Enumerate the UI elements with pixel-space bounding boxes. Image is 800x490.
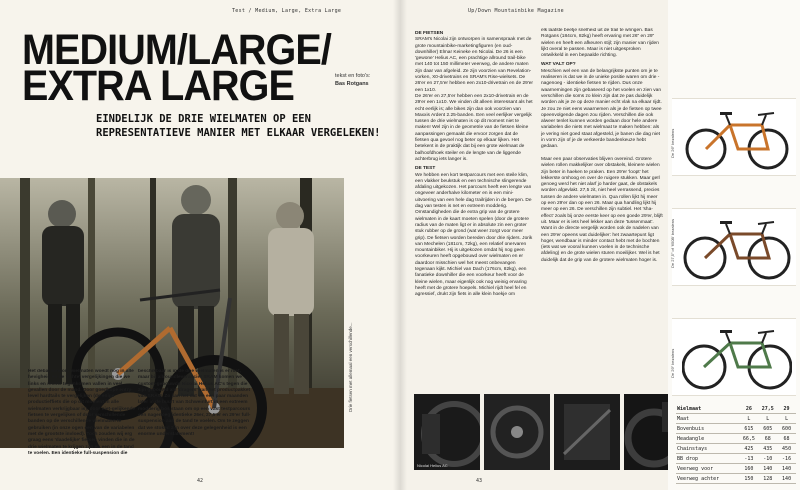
section-heading-valt-op: WAT VALT OP? bbox=[541, 62, 576, 68]
spec-value: 435 bbox=[758, 444, 777, 454]
detail-photo-1 bbox=[414, 394, 480, 470]
spec-value: 68 bbox=[758, 434, 777, 444]
bike-card-27-5 bbox=[672, 208, 796, 286]
detail-photo-strip bbox=[414, 394, 692, 470]
spec-header-label: Wielmaat bbox=[676, 404, 740, 414]
bike-26-image bbox=[682, 103, 792, 173]
spec-label: Maat bbox=[676, 414, 740, 424]
spec-value: L bbox=[740, 414, 759, 424]
section-text-test-cont: elk laatste beetje snelheid uit de trail te wringen. Bas Rotgans (184cm, 82kg) heeft ervaring met 26" en 29" wielen en heeft een afkeuren stijl; zijn manier van rijden lijkt overal te passen. Maar is niet uitgesproken ontwikkeld in een bepaalde richting. bbox=[541, 28, 659, 59]
spec-table-body bbox=[676, 404, 796, 484]
spec-label: Headangle bbox=[676, 434, 740, 444]
spec-value: L bbox=[777, 414, 796, 424]
spec-value: 450 bbox=[777, 444, 796, 454]
photo-caption-text: Drie fietsen met allemaal een verschillende... bbox=[348, 322, 353, 412]
bike-card-29 bbox=[672, 318, 796, 396]
spec-value: 68 bbox=[777, 434, 796, 444]
section-heading-test: DE TEST bbox=[415, 166, 436, 172]
page-number-right: 43 bbox=[476, 478, 483, 484]
bike-label-26-text: De 26" bezalens bbox=[670, 128, 675, 158]
spec-value: 140 bbox=[758, 464, 777, 474]
bike-label-27-5 bbox=[672, 208, 678, 286]
detail-photo-3-image bbox=[554, 394, 620, 470]
detail-photo-1-image bbox=[414, 394, 480, 470]
spec-row bbox=[676, 464, 796, 474]
spec-header-row bbox=[676, 404, 796, 414]
spec-row bbox=[676, 454, 796, 464]
spec-value: L bbox=[758, 414, 777, 424]
spec-value: 600 bbox=[777, 424, 796, 434]
spec-row bbox=[676, 434, 796, 444]
bike-29-image bbox=[682, 323, 792, 393]
spec-row bbox=[676, 474, 796, 484]
spec-value: 66,5 bbox=[740, 434, 759, 444]
spec-label: Chainstays bbox=[676, 444, 740, 454]
article-title bbox=[22, 26, 358, 110]
bike-label-27-5-text: De 27,5" of '650B' bezalens bbox=[670, 219, 675, 268]
spec-value: -13 bbox=[740, 454, 759, 464]
spec-label: Veerweg achter bbox=[676, 474, 740, 484]
spec-row bbox=[676, 424, 796, 434]
detail-photo-caption: Nicolai Helius AC bbox=[417, 463, 448, 468]
spec-label: BB drop bbox=[676, 454, 740, 464]
title-line-2: EXTRA LARGE bbox=[22, 62, 294, 110]
spec-value: 605 bbox=[758, 424, 777, 434]
spec-value: -10 bbox=[758, 454, 777, 464]
running-head-right: Up/Down Mountainbike Magazine bbox=[468, 8, 564, 14]
credit-label: tekst en foto's: bbox=[335, 73, 371, 79]
spec-value: 425 bbox=[740, 444, 759, 454]
running-head-left: Test / Medium, Large, Extra Large bbox=[232, 8, 342, 14]
spec-value: 140 bbox=[777, 474, 796, 484]
body-column-1: Het debat rondom wielmaten woedt nog in alle hevigheid en de 'echte' vergelijkingen die we links en rechts tegenkomen vallen in veel gevallen door de mand. Door goedkope entry-level hardtails te vergelijken (de enige productieffiets die op dit moment in alle wielmaten verkrijgbaar is), door niet-gelijkende fietsen te vergelijken of door verschillende banden op de verschillende wielmaten te gebruiken (in onze ogen een van de variabelen met de grootste invloed). Toch zouden wij erg graag eens 'daadelijke' fietsen vinden die in de drie wielmaten te krijgen zijn en een in de tand te voelen. Een identieke full-suspension die bbox=[28, 369, 136, 456]
spec-header-27-5: 27,5 bbox=[758, 404, 777, 414]
spec-header-29: 29 bbox=[777, 404, 796, 414]
bike-card-26 bbox=[672, 98, 796, 176]
detail-photo-2-image bbox=[484, 394, 550, 470]
geometry-spec-table bbox=[676, 404, 796, 484]
photo-credit bbox=[335, 72, 370, 88]
spec-value: 128 bbox=[758, 474, 777, 484]
spec-value: 150 bbox=[740, 474, 759, 484]
body-column-2: beschikbaar is in de drie wielmaten is er niet, maar bij allroundleverancier SRAM komen we custom-gebouwde Nicolai Helius AC's tegen die zijn gebouwd als 'dragers' van het productpakket van SRAM. Zo kan het dat we een paar maanden later in de buurt van Schweinfurt in een extreem modderig bos staan om op een vast testparcours een nagenoeg identieke 26er, 27,5'er en 29'er full-suspension aan de tand te voelen. Om te zeggen dat we stoked zijn over deze gelegenheid is een enorme understatement! bbox=[138, 369, 251, 437]
spec-label: Bovenbuis bbox=[676, 424, 740, 434]
section-text-fietsen: SRAM's Nicolai zijn ontworpen in samenspraak met de grote mountainbike-marketingfiguren (en oud-downhiller) Elmar Keineke en Nicolai. De 26 is een 'gewone' Helius AC, een prachtige allround trail-bike met 140 tot 150 millimeter veerweg, de andere maten zijn daar van afgeleid. Ze zijn voorzien van Revelation-vorken, X0-drivetrains en SRAM's Rise-wielsets. De 26'er en 27,5'er hebben een 2x10-drivetrain en de 29'er een 1x10. bbox=[415, 37, 533, 93]
bike-label-29-text: De 29" bezalens bbox=[670, 348, 675, 378]
spec-value: 140 bbox=[777, 464, 796, 474]
photo-caption bbox=[348, 262, 356, 412]
title-line-1: MEDIUM/LARGE/ bbox=[22, 26, 331, 74]
spec-value: 160 bbox=[740, 464, 759, 474]
section-text-fietsen-cont: De 26'er en 27,5'er hebben een 2x10-drivetrain en de 29'er een 1x10. We vinden dit alleen interessant als het echt eerlijk is; alle bikes zijn dan ook voorzien van Maxxis Ardent 2.25-banden. Een veel eerlijker vergelijk tussen de drie wielmaten is op dit moment niet te maken! Wel zijn in de geometrie van de fietsen kleine aanpassingen gemaakt die ervoor zorgen dat de fietsen qua gevoel nog beter op elkaar lijken. Het betekent in de praktijk dat bij een grote wielmaat de balhoofdhoek steiler en de lengte van de liggende achterbrug iets langer is. bbox=[415, 93, 533, 162]
spec-label: Veerweg voor bbox=[676, 464, 740, 474]
spec-value: 615 bbox=[740, 424, 759, 434]
detail-photo-3 bbox=[554, 394, 620, 470]
article-subtitle: EINDELIJK DE DRIE WIELMATEN OP EEN REPRESENTATIEVE MANIER MET ELKAAR VERGELEKEN! bbox=[96, 113, 381, 139]
bike-label-29 bbox=[672, 318, 678, 396]
spec-value: -16 bbox=[777, 454, 796, 464]
bike-label-26 bbox=[672, 98, 678, 176]
bike-27-5-image bbox=[682, 213, 792, 283]
section-text-test: We hebben een kort testparcours met een steile klim, een vlakker beukstuk en een technische slingerende afdaling uitgekozen. Het parcours heeft een lengte van ongeveer anderhalve kilometer en is een mini-uitvoering van een hele dag trailrijden in de bergen. De dag van testen is net en extreem modderig. Omstandigheden die de extra grip van de grotere wielmaten in de kaart moeten spelen (door de grotere radius van de maten ligt er in absolute zin een groter stuk rubber op de grond (wat weer zorgt voor meer grip). De fietsen worden bereden door drie rijders. Jorik van Mechelen (181cm, 72kg), een relatief onervaren mountainbiker. Hij is uitgekozen omdat hij nog geen voorkeuren heeft opgebouwd over wielmaten en er daardoor misschien wel het meest onbevangen tegenaan kijkt. Michiel van Dach (176cm, 82kg), een fanatieke downhiller die een voorkeur heeft voor de kleine wielen, maar eigenlijk ook nog weinig ervaring heeft met de grotere hoepels. Michiel rijdt heel fel en agressief, drukt zijn fiets in alle klein hoekje om bbox=[415, 172, 533, 298]
page-number-left: 42 bbox=[197, 478, 204, 484]
spec-header-26: 26 bbox=[740, 404, 759, 414]
section-heading-fietsen: DE FIETSEN bbox=[415, 31, 444, 36]
spec-row bbox=[676, 414, 796, 424]
section-text-valt-op: Meschien wel een van de belangrijkste punten om je te realiseren is dat we in de unieke positie waren om drie - nagenoeg - identieke fietsen te rijden. Dus onze waarnemingen zijn gebaseerd op het voelen en zien van verschillen die soms zo klein zijn dat ze pas duidelijk worden als je ze op deze manier echt vlak na elkaar rijdt. Je zou ze niet eens waarnemen als je de fietsen op twee opeenvolgende dagen zou rijden. Verschillen die ook alweer tenlet kunnen worden gedaan door hele andere variabelen die niets met wielmaat te maken hebben: als je vering niet goed staat afgesteld, je banen die dag niet in vorm zijn of je de verkeerde bandenkeuze hebt gedaan. Maar een paar observaties blijven overeind. Grotere wielen rollen makkelijker over obstakels, kleinere wielen zijn beter in haeken te praken. Een 29'er 'loopt' het lekkerste omhoog en over de ruigere stukken. Maar geïl genoeg werd het niet alarf jo harder gaat, de obstakels worden afgevlakt. 27,5 zit, niet heel verrassend, precies tussen de andere wielmaten in. Qua rollen lijkt hij meer op een 29'er dan op een 26. Maar qua handling lijkt hij meer op een 26. De verschillen zijn subtiel. Het 'sha-effect' zoals bij onze eerste keer op een goede 29'er, blijft uit. Maar er is iets heel lekker aan deze 'tussenmaat'. Want in de directe vergelijk worden ook de nadelen van een 29'er opeens wat duidelijker: het zwaartepunt ligt hoger, wendbaar is minder contact hebt met de bochten (iets wat we vooral kunnen voelen in de technische afdeling) en de grote wielen sturen moeilijker. Wel is het duidelijk dat de grip van de grotere wielmaten hoger is. bbox=[541, 68, 663, 263]
detail-photo-2 bbox=[484, 394, 550, 470]
spec-row bbox=[676, 444, 796, 454]
spine-shadow bbox=[393, 0, 407, 490]
credit-name: Bas Rotgans bbox=[335, 81, 369, 87]
